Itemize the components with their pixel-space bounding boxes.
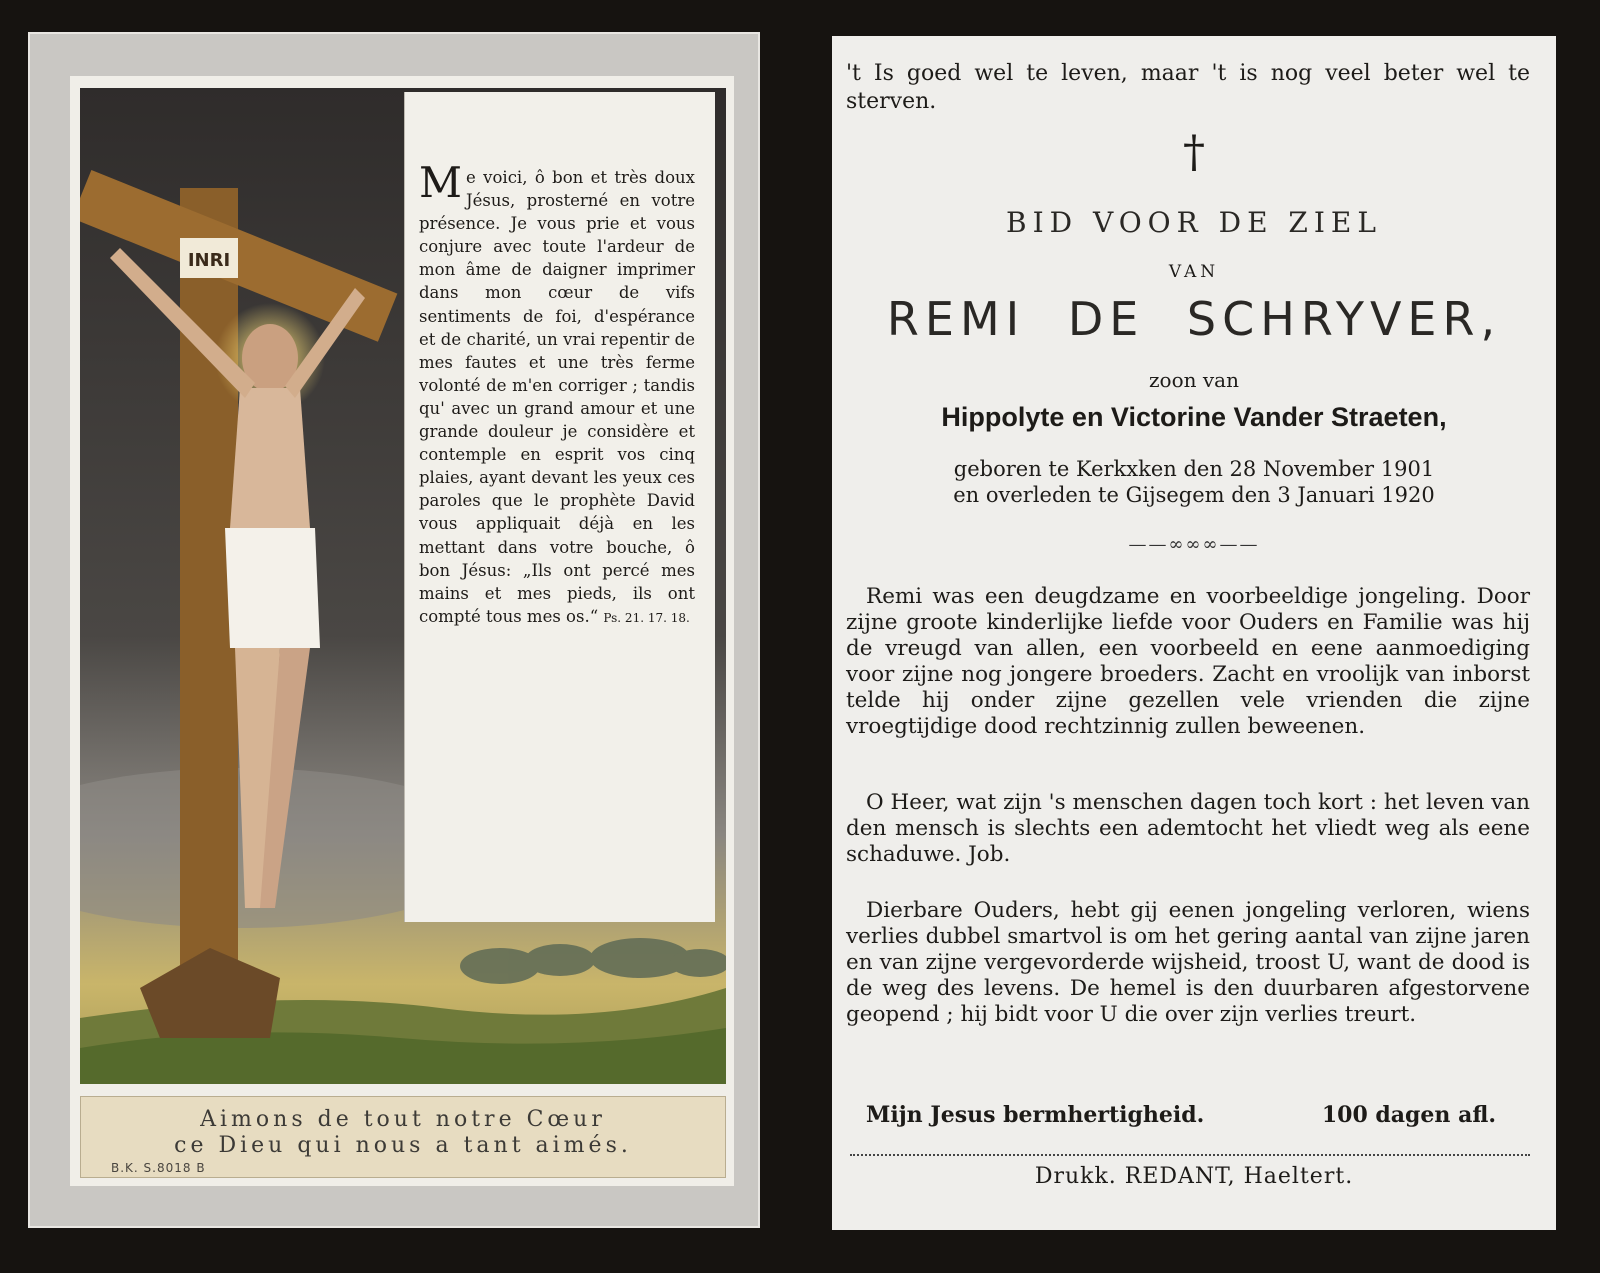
heading-bid-voor-de-ziel: BID VOOR DE ZIEL [1006, 206, 1382, 239]
holy-card-frame [70, 76, 734, 1186]
cross-icon: † [1183, 127, 1205, 178]
crucifixion-illustration [80, 88, 726, 1084]
death-line: en overleden te Gijsegem den 3 Januari 1920 [953, 483, 1435, 507]
printer-imprint: Drukk. REDANT, Haeltert. [1034, 1164, 1354, 1189]
paragraph-virtues: Remi was een deugdzame en voorbeeldige jongeling. Door zijne groote kinderlijke liefde voor Ouders en Familie was hij de vreugd van allen, een voorbeeld en eene aanmoediging voor zijne nog jongere broeders. Zacht en vroolijk van inborst telde hij onder zijne gezellen vele vrienden die zijne vroegtijdige dood rechtzinnig zullen beweenen. [846, 584, 1530, 739]
prayer-scroll [404, 92, 715, 922]
memorial-text-panel [832, 36, 1556, 1230]
prayer-reference: Ps. 21. 17. 18. [603, 610, 690, 625]
indulgence-days: 100 dagen afl. [1321, 1102, 1496, 1128]
ornament-divider: ——∞∞∞—— [1128, 534, 1260, 555]
parents-names: Hippolyte en Victorine Vander Straeten, [941, 402, 1447, 432]
printer-code: B.K. S.8018 B [111, 1161, 206, 1175]
motto: 't Is goed wel te leven, maar 't is nog veel beter wel te sterven. [846, 61, 1530, 114]
deceased-name: REMI DE SCHRYVER, [886, 292, 1502, 346]
birth-line: geboren te Kerkxken den 28 November 1901 [953, 457, 1435, 481]
inri-label: INRI [187, 250, 231, 271]
caption-line-2: ce Dieu qui nous a tant aimés. [174, 1133, 632, 1158]
dotted-separator [850, 1154, 1530, 1156]
birth-death-dates [832, 456, 1556, 508]
van-label: VAN [1168, 262, 1220, 282]
mercy-prayer: Mijn Jesus bermhertigheid. [866, 1102, 1205, 1128]
paragraph-consolation: Dierbare Ouders, hebt gij eenen jongeling verloren, wiens verlies dubbel smartvol is om het gering aantal van zijne jaren en van zijne vergevorderde wijsheid, troost U, want de dood is de weg des levens. De hemel is den duurbaren afgestorvene geopend ; hij bidt voor U die over zijn verlies treurt. [846, 898, 1530, 1027]
prayer-text [419, 158, 695, 630]
prayer-body: e voici, ô bon et très doux Jésus, prosterné en votre présence. Je vous prie et vous conjure avec toute l'ardeur de mon âme de daigner imprimer dans mon cœur de vifs sentiments de foi, d'espérance et de charité, un vrai repentir de mes fautes et une très ferme volonté de m'en corriger ; tandis qu' avec un grand amour et une grande douleur je considère et contemple en esprit vos cinq plaies, ayant devant les yeux ces paroles que le prophète David vous appliquait déjà en les mettant dans votre bouche, ô bon Jésus: „Ils ont percé mes mains et mes pieds, ils ont compté tous mes os.“ [419, 168, 695, 626]
caption-line-1: Aimons de tout notre Cœur [200, 1107, 606, 1132]
zoon-van-label: zoon van [1149, 368, 1239, 392]
prayer-drop-cap: M [419, 158, 463, 207]
paragraph-scripture: O Heer, wat zijn 's menschen dagen toch kort : het leven van den mensch is slechts een ademtocht het vliedt weg als eene schaduwe. Job. [846, 790, 1530, 867]
holy-card-left-panel [28, 32, 760, 1228]
caption-box [80, 1096, 726, 1178]
